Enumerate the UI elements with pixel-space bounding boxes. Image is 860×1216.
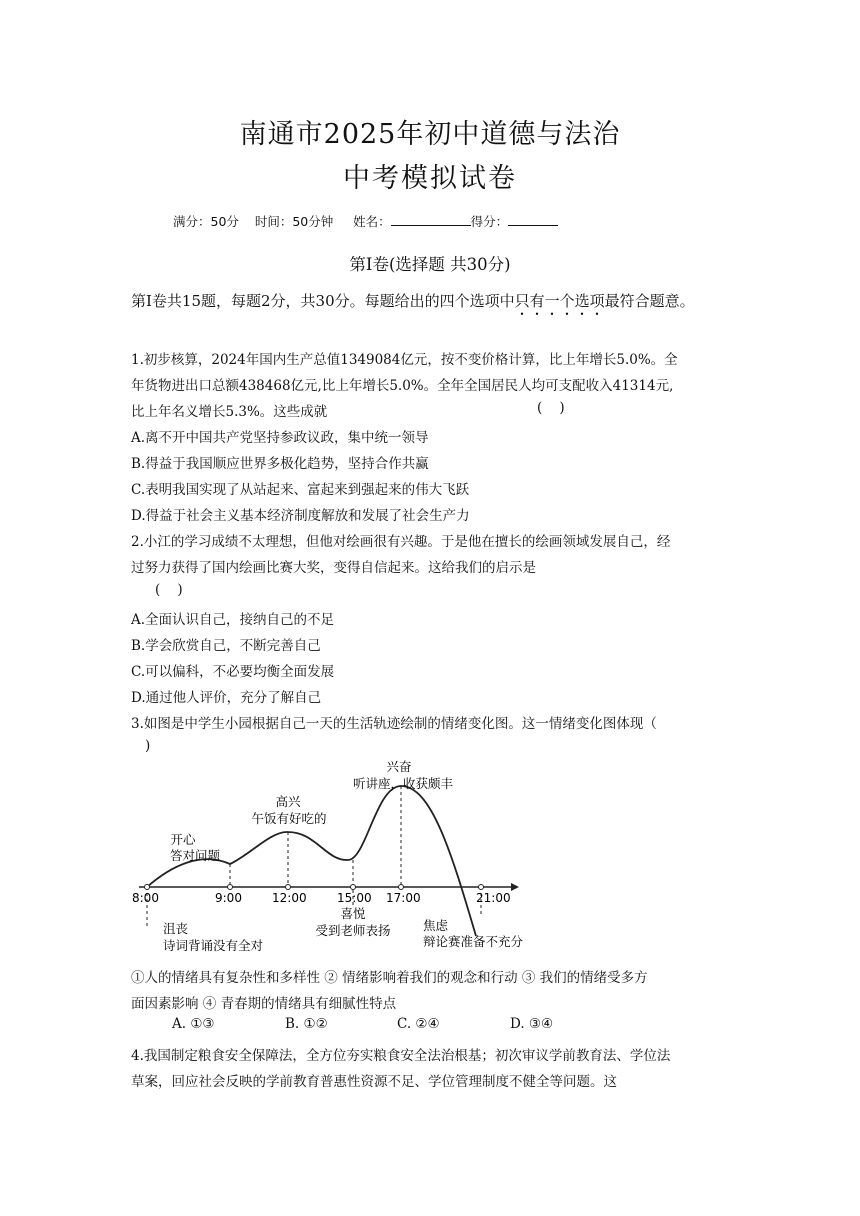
mood-label: 喜悦 [340, 906, 366, 921]
q4-stem-line2: 草案，回应社会反映的学前教育普惠性资源不足、学位管理制度不健全等问题。这 [131, 1074, 617, 1090]
q1-option-b: B.得益于我国顺应世界多极化趋势，坚持合作共赢 [131, 456, 429, 472]
q3-choice-d: D. ③④ [510, 1016, 554, 1032]
q1-option-a: A.离不开中国共产党坚持参政议政，集中统一领导 [131, 430, 429, 446]
q2-answer-bracket[interactable]: ( ) [155, 582, 183, 598]
q1-answer-bracket[interactable]: ( ) [537, 400, 565, 416]
section-title: 第Ⅰ卷(选择题 共30分) [349, 255, 511, 274]
time-label: 9:00 [215, 891, 242, 905]
q1-stem-line2: 年货物进出口总额438468亿元,比上年增长5.0%。全年全国居民人均可支配收入41314元, [131, 378, 674, 394]
q1-option-d: D.得益于社会主义基本经济制度解放和发展了社会生产力 [131, 508, 470, 524]
event-label: 受到老师表扬 [315, 923, 391, 938]
event-label: 诗词背诵没有全对 [163, 938, 264, 953]
q3-choice-a: A. ①③ [172, 1016, 215, 1032]
tick-17 [399, 885, 404, 890]
q2-option-a: A.全面认识自己，接纳自己的不足 [131, 612, 335, 628]
q1-option-c: C.表明我国实现了从站起来、富起来到强起来的伟大飞跃 [131, 482, 470, 498]
mood-label: 兴奋 [386, 759, 412, 774]
q3-statements-line1: ①人的情绪具有复杂性和多样性 ② 情绪影响着我们的观念和行动 ③ 我们的情绪受多方 [131, 970, 648, 986]
event-label: 听讲座，收获颇丰 [352, 776, 454, 791]
time-label: 21:00 [476, 891, 511, 905]
mood-label: 高兴 [275, 794, 301, 809]
q2-option-b: B.学会欣赏自己，不断完善自己 [131, 638, 321, 654]
event-label: 答对问题 [169, 848, 221, 863]
emotion-chart [131, 756, 531, 961]
name-field[interactable] [391, 213, 471, 226]
mood-label: 开心 [170, 832, 196, 847]
exam-subtitle: 中考模拟试卷 [343, 163, 517, 194]
section-intro [131, 288, 731, 319]
score-label: 得分： [470, 214, 509, 229]
intro-text: 第Ⅰ卷共15题，每题2分，共30分。每题给出的四个选项中 [131, 292, 515, 310]
tick-21 [479, 885, 484, 890]
q2-option-d: D.通过他人评价，充分了解自己 [131, 690, 322, 706]
q1-stem-line3: 比上年名义增长5.3%。这些成就 [131, 404, 328, 420]
q1-stem-line1: 1.初步核算，2024年国内生产总值1349084亿元，按不变价格计算，比上年增长5.0%。全 [131, 352, 678, 368]
exam-info [173, 212, 558, 230]
tick-9 [228, 885, 233, 890]
full-marks: 满分：50分 [173, 214, 239, 229]
mood-label: 沮丧 [163, 921, 189, 936]
event-label: 午饭有好吃的 [251, 811, 327, 826]
axis-arrow [511, 883, 519, 891]
exam-time: 时间：50分钟 [254, 214, 334, 229]
tick-15 [351, 885, 356, 890]
exam-title: 南通市2025年初中道德与法治 [239, 119, 621, 150]
time-label: 15:00 [337, 891, 372, 905]
score-field[interactable] [508, 213, 558, 226]
tick-8 [145, 885, 150, 890]
q3-statements-line2: 面因素影响 ④ 青春期的情绪具有细腻性特点 [131, 996, 397, 1012]
event-label: 辩论赛准备不充分 [423, 934, 524, 949]
intro-text-end: 最符合题意。 [604, 292, 695, 310]
time-label: 12:00 [272, 891, 307, 905]
time-label: 8:00 [132, 891, 159, 905]
mood-label: 焦虑 [423, 918, 449, 933]
q3-choice-c: C. ②④ [397, 1016, 440, 1032]
q3-stem-close: ) [145, 738, 151, 754]
q2-stem-line1: 2.小江的学习成绩不太理想，但他对绘画很有兴趣。于是他在擅长的绘画领域发展自己，经 [131, 534, 671, 550]
q3-choice-b: B. ①② [285, 1016, 328, 1032]
q2-option-c: C.可以偏科，不必要均衡全面发展 [131, 664, 335, 680]
intro-emphasis: 只有一个选项 [514, 292, 605, 310]
tick-12 [286, 885, 291, 890]
name-label: 姓名： [353, 214, 391, 229]
q2-stem-line2: 过努力获得了国内绘画比赛大奖，变得自信起来。这给我们的启示是 [131, 560, 536, 576]
q4-stem-line1: 4.我国制定粮食安全保障法，全方位夯实粮食安全法治根基；初次审议学前教育法、学位法 [131, 1048, 671, 1064]
time-label: 17:00 [386, 891, 421, 905]
q3-stem: 3.如图是中学生小园根据自己一天的生活轨迹绘制的情绪变化图。这一情绪变化图体现（ [131, 716, 657, 732]
